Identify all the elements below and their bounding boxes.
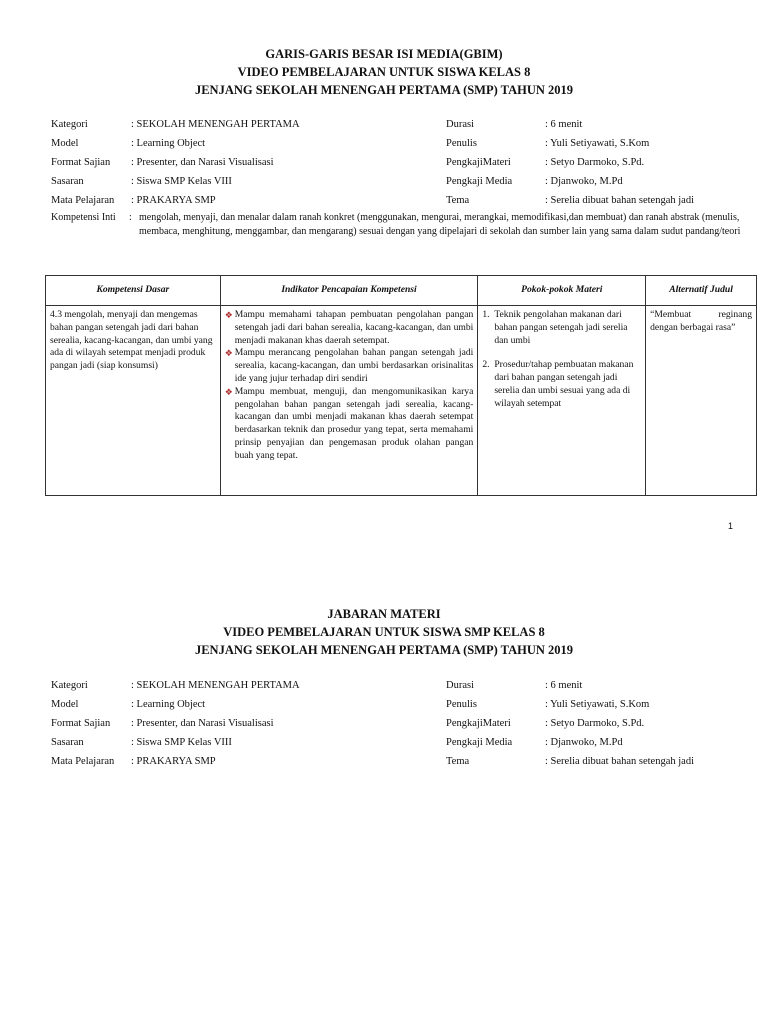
doc2-title: JABARAN MATERI	[327, 607, 441, 621]
meta-value: : Yuli Setiyawati, S.Kom	[545, 699, 650, 710]
indikator-item	[225, 347, 474, 385]
meta-label: Format Sajian	[51, 157, 111, 168]
meta-value: : Siswa SMP Kelas VIII	[131, 737, 232, 748]
meta-row-tema	[446, 191, 694, 210]
meta-label: Tema	[446, 195, 470, 206]
meta-label: Mata Pelajaran	[51, 756, 115, 767]
doc-subtitle: VIDEO PEMBELAJARAN UNTUK SISWA KELAS 8	[237, 65, 531, 79]
gbim-table	[45, 275, 757, 496]
diamond-bullet-icon: ❖	[224, 348, 233, 359]
indikator-text: Mampu merancang pengolahan bahan pangan setengah jadi serealia, kacang-kacangan, dan umbi berdasarkan orisinalitas ide yang jujur terhadap diri sendiri	[234, 347, 474, 384]
meta-value: : Yuli Setiyawati, S.Kom	[545, 138, 650, 149]
kompetensi-inti-colon: :	[129, 212, 132, 223]
cell-indikator	[220, 306, 478, 496]
meta-value: : PRAKARYA SMP	[131, 195, 216, 206]
meta2-row-model	[51, 695, 300, 714]
meta-row-pengkaji-media	[446, 172, 694, 191]
meta-row-format	[51, 153, 300, 172]
indikator-text: Mampu memahami tahapan pembuatan pengolahan pangan setengah jadi dari bahan serealia, kacang-kacangan, dan umbi menjadi makanan khas daerah setempat.	[234, 309, 474, 346]
materi-text: Teknik pengolahan makanan dari bahan pangan setengah jadi serelia dan umbi	[494, 309, 628, 346]
meta-label: Tema	[446, 756, 470, 767]
meta-label: PengkajiMateri	[446, 157, 511, 168]
meta-value: : SEKOLAH MENENGAH PERTAMA	[131, 680, 300, 691]
meta-row-durasi	[446, 115, 694, 134]
doc2-subtitle-2: JENJANG SEKOLAH MENENGAH PERTAMA (SMP) TAHUN 2019	[194, 643, 574, 657]
materi-text: Prosedur/tahap pembuatan makanan dari bahan pangan setengah jadi serelia dan umbi sesuai yang ada di wilayah setempat	[494, 359, 634, 409]
meta2-left	[51, 676, 300, 771]
meta-value: : 6 menit	[545, 680, 583, 691]
materi-number: 2.	[482, 359, 490, 371]
meta-left	[51, 115, 300, 210]
meta-row-kategori	[51, 115, 300, 134]
meta-label: Kategori	[51, 119, 88, 130]
meta-row-pengkaji-materi	[446, 153, 694, 172]
meta2-row-kategori	[51, 676, 300, 695]
meta-value: : Djanwoko, M.Pd	[545, 176, 623, 187]
cell-alternatif-judul	[646, 306, 757, 496]
kompetensi-inti	[51, 211, 741, 239]
meta-value: : Presenter, dan Narasi Visualisasi	[131, 157, 274, 168]
meta2-row-sasaran	[51, 733, 300, 752]
meta2-row-tema	[446, 752, 694, 771]
doc-title: GARIS-GARIS BESAR ISI MEDIA(GBIM)	[265, 47, 503, 61]
meta-label: Durasi	[446, 680, 474, 691]
indikator-item	[225, 309, 474, 347]
meta-label: Penulis	[446, 699, 477, 710]
meta2-row-mapel	[51, 752, 300, 771]
meta2-row-pengkaji-materi	[446, 714, 694, 733]
meta-value: : Setyo Darmoko, S.Pd.	[545, 718, 645, 729]
meta-value: : Learning Object	[131, 138, 206, 149]
header-pokok-materi: Pokok-pokok Materi	[478, 276, 646, 306]
meta-value: : Serelia dibuat bahan setengah jadi	[545, 756, 694, 767]
meta-right	[446, 115, 694, 210]
materi-item	[482, 359, 641, 410]
meta-label: Model	[51, 699, 79, 710]
meta-value: : Djanwoko, M.Pd	[545, 737, 623, 748]
indikator-item	[225, 386, 474, 463]
meta-value: : Serelia dibuat bahan setengah jadi	[545, 195, 694, 206]
meta2-row-penulis	[446, 695, 694, 714]
cell-pokok-materi	[478, 306, 646, 496]
doc2-subtitle: VIDEO PEMBELAJARAN UNTUK SISWA SMP KELAS 8	[223, 625, 545, 639]
indikator-text: Mampu membuat, menguji, dan mengomunikasikan karya pengolahan bahan pangan setengah jadi serealia, kacang-kacangan dan umbi menjadi makanan khas daerah setempat berdasarkan teknik dan prosedur yang tepat, serta memahami prinsip penyajian dan pengemasan produk olahan pangan buah yang tepat.	[234, 385, 474, 461]
materi-number: 1.	[482, 309, 490, 320]
table-row	[46, 306, 757, 496]
doc-subtitle-2: JENJANG SEKOLAH MENENGAH PERTAMA (SMP) TAHUN 2019	[194, 83, 574, 97]
meta-label: PengkajiMateri	[446, 718, 511, 729]
diamond-bullet-icon: ❖	[224, 310, 233, 320]
jabaran-title-block	[0, 605, 768, 659]
kd-line: bahan pangan setengah jadi dari bahan serealia, kacang-kacangan, dan umbi yang ada di wilayah setempat menjadi produk pangan jadi (siap konsumsi)	[50, 321, 213, 372]
meta-label: Format Sajian	[51, 718, 111, 729]
meta-value: : Setyo Darmoko, S.Pd.	[545, 157, 645, 168]
meta2-right	[446, 676, 694, 771]
meta2-row-durasi	[446, 676, 694, 695]
meta-label: Kategori	[51, 680, 88, 691]
gbim-title-block	[0, 45, 768, 99]
header-alternatif-judul: Alternatif Judul	[646, 276, 757, 306]
meta-label: Sasaran	[51, 737, 84, 748]
meta-label: Pengkaji Media	[446, 737, 513, 748]
meta-row-sasaran	[51, 172, 300, 191]
meta-label: Durasi	[446, 119, 474, 130]
kompetensi-inti-label: Kompetensi Inti	[51, 212, 116, 223]
table-header-row	[46, 276, 757, 306]
meta-label: Model	[51, 138, 79, 149]
meta-value: : Siswa SMP Kelas VIII	[131, 176, 232, 187]
meta-row-mapel	[51, 191, 300, 210]
materi-item	[482, 309, 641, 347]
meta-row-model	[51, 134, 300, 153]
header-kompetensi-dasar: Kompetensi Dasar	[46, 276, 221, 306]
kd-line: 4.3 mengolah, menyaji dan mengemas	[50, 309, 198, 320]
page-number: 1	[728, 521, 734, 531]
meta-value: : SEKOLAH MENENGAH PERTAMA	[131, 119, 300, 130]
meta-label: Penulis	[446, 138, 477, 149]
meta-label: Mata Pelajaran	[51, 195, 115, 206]
meta2-row-format	[51, 714, 300, 733]
header-indikator: Indikator Pencapaian Kompetensi	[220, 276, 478, 306]
meta-value: : 6 menit	[545, 119, 583, 130]
meta-row-penulis	[446, 134, 694, 153]
meta2-row-pengkaji-media	[446, 733, 694, 752]
cell-kompetensi-dasar	[46, 306, 221, 496]
meta-value: : Presenter, dan Narasi Visualisasi	[131, 718, 274, 729]
kompetensi-inti-text: mengolah, menyaji, dan menalar dalam ranah konkret (menggunakan, mengurai, merangkai, memodifikasi,dan membuat) dan ranah abstrak (menulis, membaca, menghitung, menggambar, dan mengarang) sesuai dengan yang dipelajari di sekolah dan sumber lain yang sama dalam sudut pandang/teori	[139, 212, 741, 237]
diamond-bullet-icon: ❖	[224, 386, 233, 397]
meta-value: : PRAKARYA SMP	[131, 756, 216, 767]
alternatif-judul-text: “Membuat reginang dengan berbagai rasa”	[650, 309, 752, 333]
meta-value: : Learning Object	[131, 699, 206, 710]
meta-label: Pengkaji Media	[446, 176, 513, 187]
meta-label: Sasaran	[51, 176, 84, 187]
